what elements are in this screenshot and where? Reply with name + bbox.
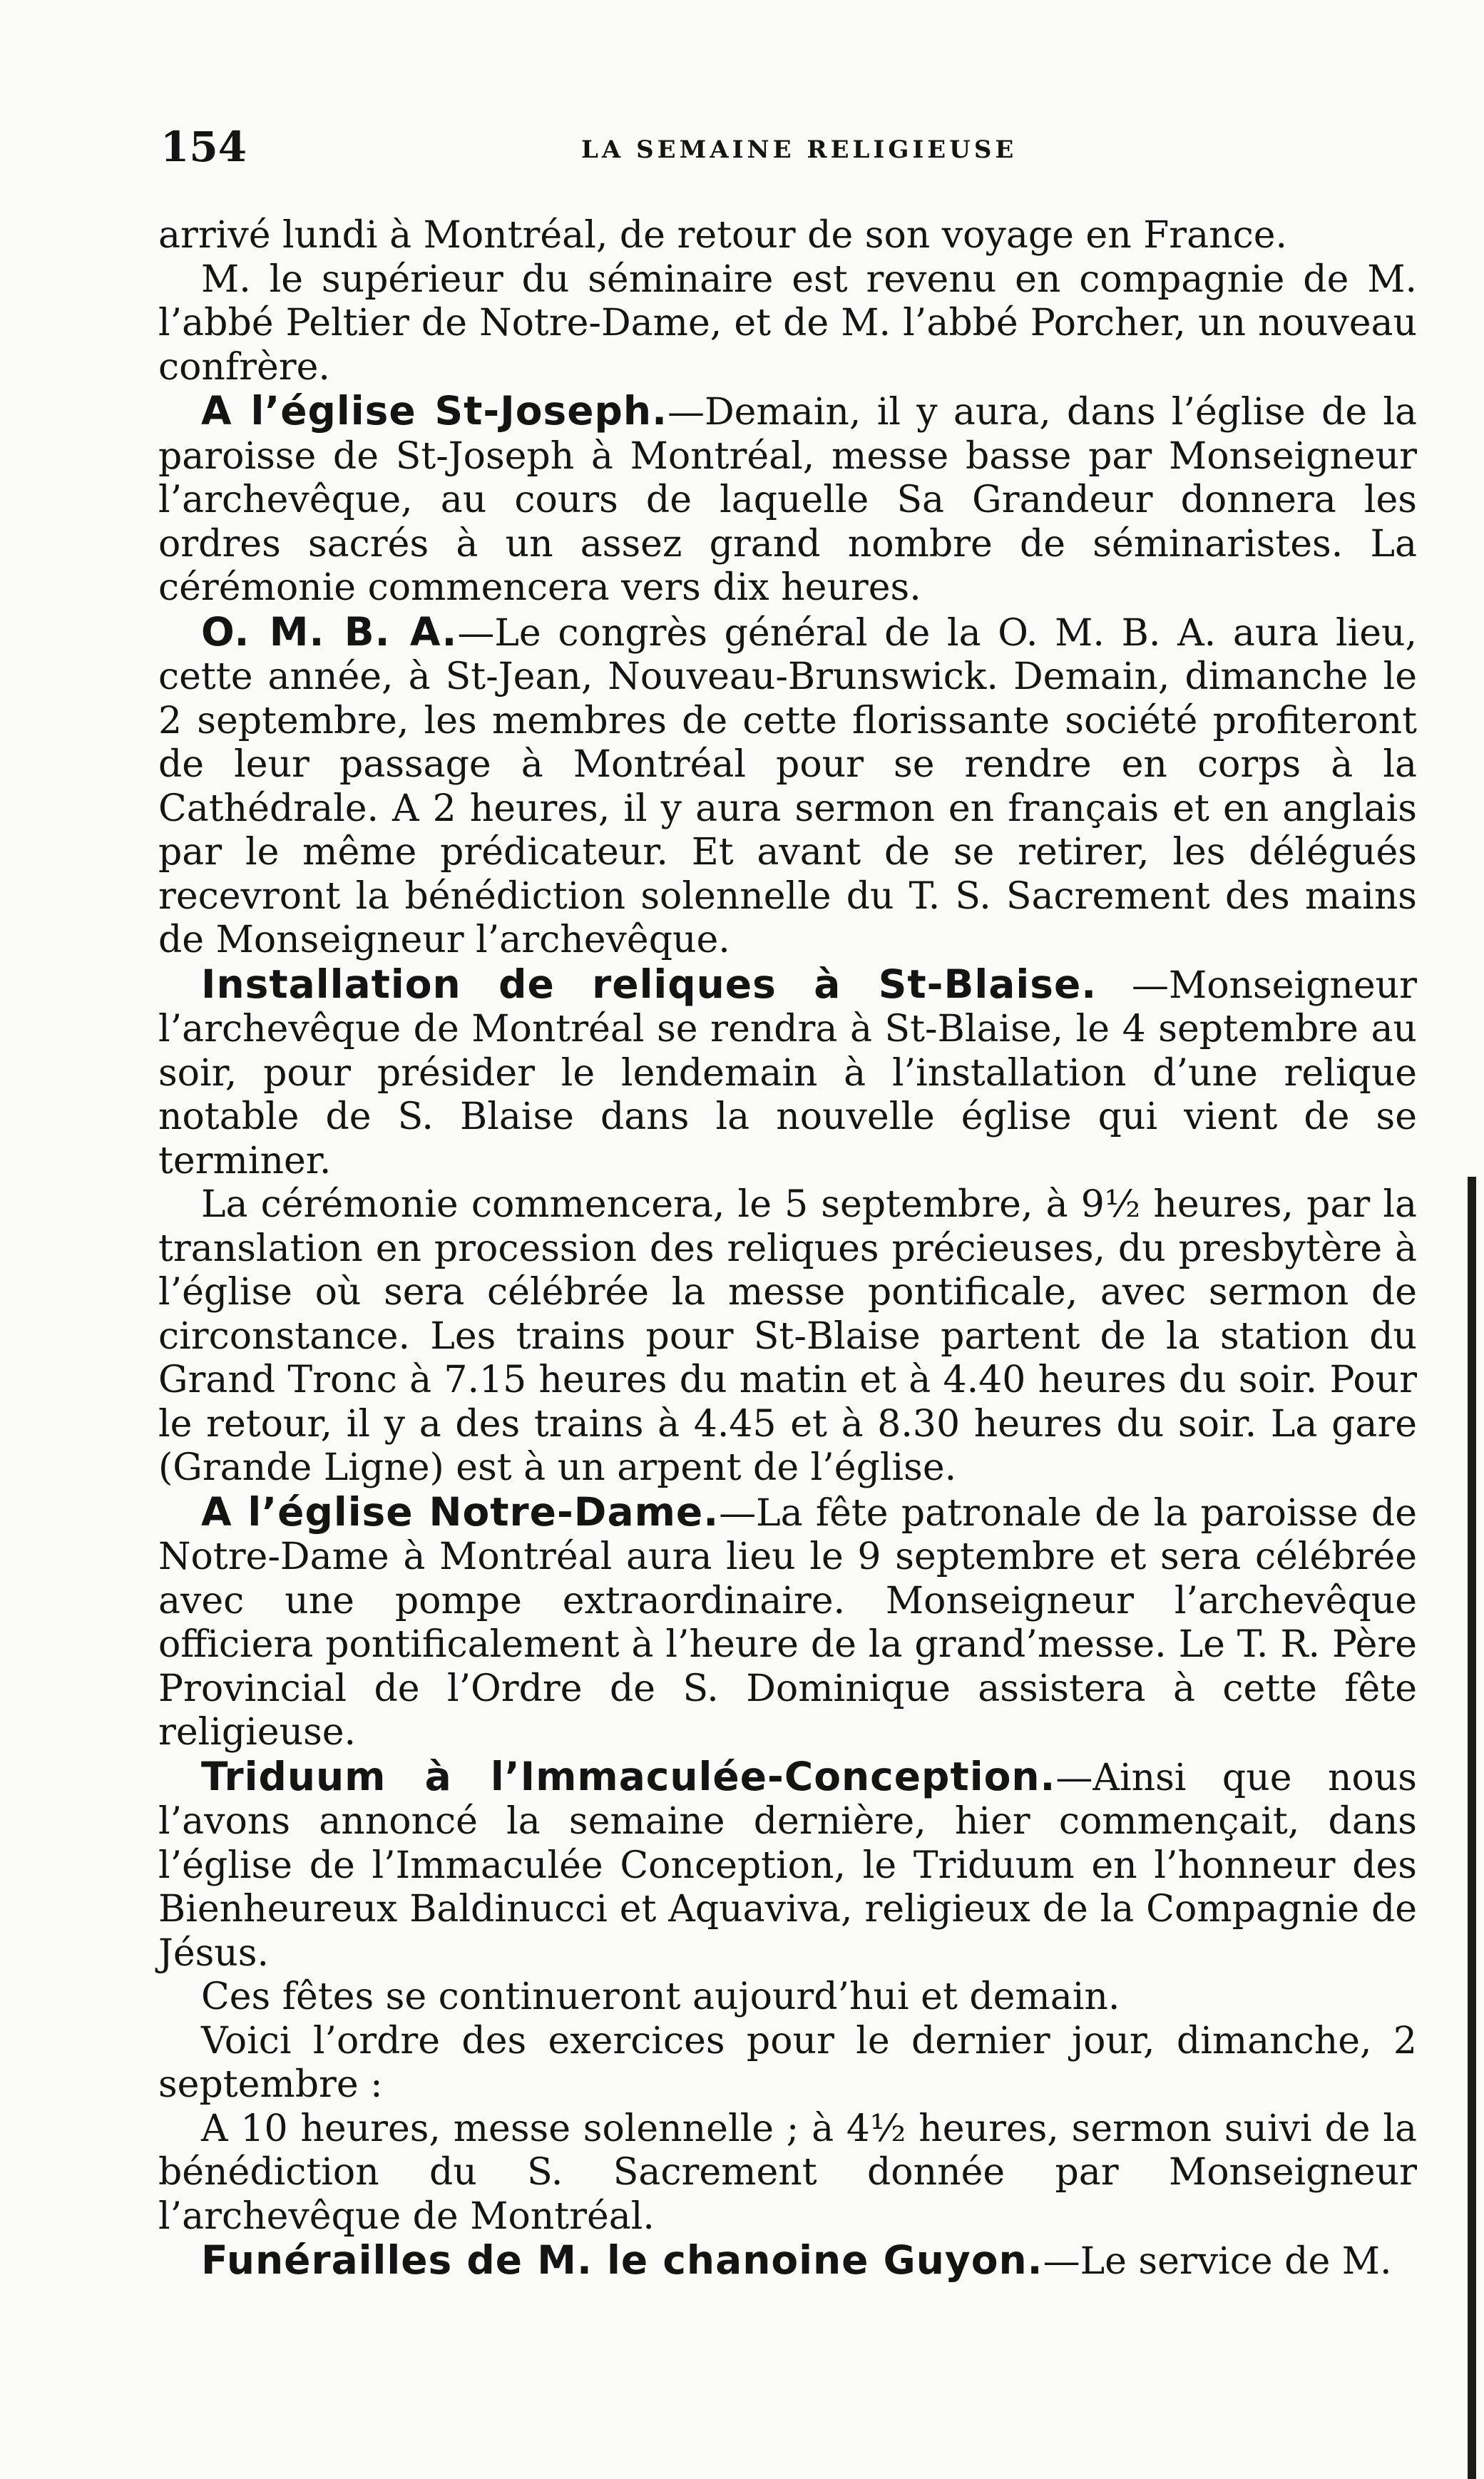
paragraph-text: —Le service de M. <box>1043 2240 1392 2283</box>
paragraph-text: arrivé lundi à Montréal, de retour de son voyage en France. <box>158 214 1288 257</box>
paragraph-text: Ces fêtes se continueront aujourd’hui et demain. <box>201 1975 1120 2018</box>
paragraph <box>158 2107 1417 2239</box>
news-heading: Installation de reliques à St-Blaise. <box>201 961 1097 1007</box>
news-item-funerailles <box>158 2239 1417 2284</box>
paragraph-text: La cérémonie commencera, le 5 septembre, à 9½ heures, par la translation en procession des reliques précieuses, du presbytère à l’église où sera célébrée la messe pontificale, avec sermon de circonstance. Les trains pour St-Blaise partent de la station du Grand Tronc à 7.15 heures du matin et à 4.40 heures du soir. Pour le retour, il y a des trains à 4.45 et à 8.30 heures du soir. La gare (Grande Ligne) est à un arpent de l’église. <box>158 1183 1417 1489</box>
news-heading: Funérailles de M. le chanoine Guyon. <box>201 2237 1043 2283</box>
page-number: 154 <box>160 123 247 171</box>
page-header <box>160 123 1419 187</box>
news-heading: Triduum à l’Immaculée-Conception. <box>201 1753 1056 1799</box>
paragraph-text: M. le supérieur du séminaire est revenu en compagnie de M. l’abbé Peltier de Notre-Dame, et de M. l’abbé Porcher, un nouveau confrère. <box>158 257 1417 389</box>
paragraph <box>158 1183 1417 1491</box>
paragraph-text: A 10 heures, messe solennelle ; à 4½ heures, sermon suivi de la bénédiction du S. Sacrement donnée par Monseigneur l’archevêque de Montréal. <box>158 2107 1417 2238</box>
paragraph-text: Voici l’ordre des exercices pour le dernier jour, dimanche, 2 septembre : <box>158 2019 1417 2106</box>
paragraph <box>158 2020 1417 2107</box>
paragraph-text: —La fête patronale de la paroisse de Notre-Dame à Montréal aura lieu le 9 septembre et sera célébrée avec une pompe extraordinaire. Monseigneur l’archevêque officiera pontificalement à l’heure de la grand’messe. Le T. R. Père Provincial de l’Ordre de S. Dominique assistera à cette fête religieuse. <box>158 1491 1417 1754</box>
scan-edge-line <box>1468 1177 1476 2479</box>
paragraph-text: —Le congrès général de la O. M. B. A. aura lieu, cette année, à St-Jean, Nouveau-Brunswick. Demain, dimanche le 2 septembre, les membres de cette florissante société profiteront de leur passage à Montréal pour se rendre en corps à la Cathédrale. A 2 heures, il y aura sermon en français et en anglais par le même prédicateur. Et avant de se retirer, les délégués recevront la bénédiction solennelle du T. S. Sacrement des mains de Monseigneur l’archevêque. <box>158 611 1417 961</box>
news-heading: O. M. B. A. <box>201 608 458 655</box>
news-heading: A l’église Notre-Dame. <box>201 1488 720 1535</box>
paragraph-text: —Monseigneur l’archevêque de Montréal se rendra à St-Blaise, le 4 septembre au soir, pour présider le lendemain à l’installation d’une relique notable de S. Blaise dans la nouvelle église qui vient de se terminer. <box>158 964 1417 1182</box>
paragraph-text: —Ainsi que nous l’avons annoncé la semaine dernière, hier commençait, dans l’église de l’Immaculée Conception, le Triduum en l’honneur des Bienheureux Baldinucci et Aquaviva, religieux de la Compagnie de Jésus. <box>158 1756 1417 1975</box>
news-item-triduum <box>158 1755 1417 1976</box>
paragraph <box>158 258 1417 390</box>
news-item-st-blaise <box>158 963 1417 1184</box>
news-item-ombа <box>158 610 1417 963</box>
body-text <box>158 214 1417 2284</box>
running-title: LA SEMAINE RELIGIEUSE <box>581 136 1018 164</box>
paragraph <box>158 214 1417 258</box>
news-item-st-joseph <box>158 389 1417 610</box>
paragraph <box>158 1975 1417 2020</box>
paragraph-text: —Demain, il y aura, dans l’église de la paroisse de St-Joseph à Montréal, messe basse par Monseigneur l’archevêque, au cours de laquelle Sa Grandeur donnera les ordres sacrés à un assez grand nombre de séminaristes. La cérémonie commencera vers dix heures. <box>158 391 1418 609</box>
news-item-notre-dame <box>158 1488 1417 1755</box>
news-heading: A l’église St-Joseph. <box>201 388 667 434</box>
